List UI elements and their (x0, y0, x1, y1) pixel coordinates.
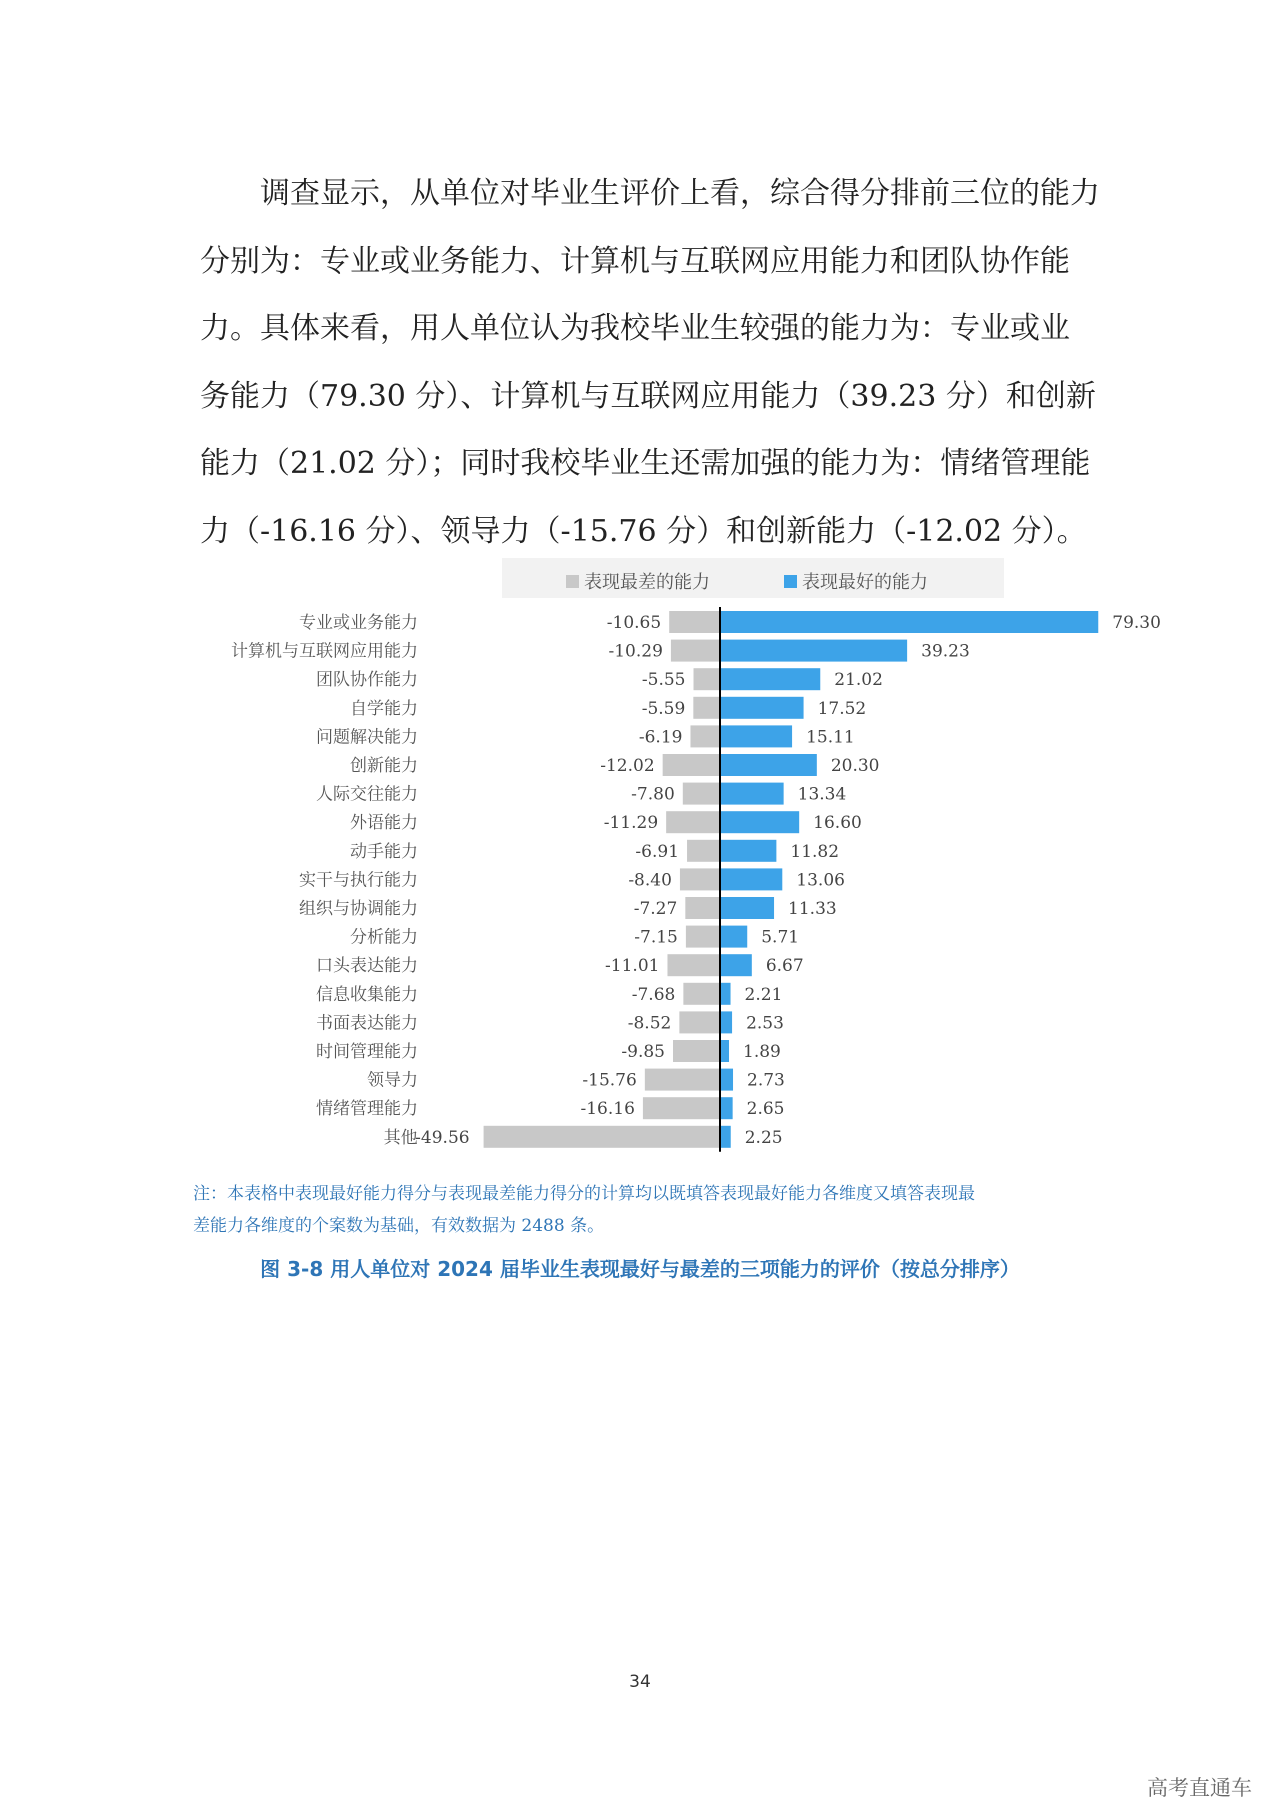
bar-worst (643, 1097, 720, 1119)
bar-worst (667, 954, 720, 976)
bar-worst (694, 668, 720, 690)
bar-best (720, 783, 784, 805)
bar-worst (484, 1126, 720, 1148)
category-label: 实干与执行能力 (299, 870, 418, 891)
chart-legend (502, 558, 1004, 598)
bar-best (720, 954, 752, 976)
category-label: 其他 (383, 1127, 418, 1148)
data-label-best: 17.52 (817, 698, 867, 719)
data-label-best: 16.60 (813, 813, 862, 834)
bar-best (720, 1011, 732, 1033)
bar-worst (690, 725, 720, 747)
bar-worst (669, 611, 720, 633)
paragraph-line: 力。具体来看，用人单位认为我校毕业生较强的能力为：专业或业 (200, 311, 1070, 346)
data-label-best: 2.65 (746, 1099, 785, 1120)
data-label-best: 2.53 (746, 1013, 784, 1034)
bar-best (720, 1097, 733, 1119)
legend-item-best (784, 568, 928, 594)
bar-worst (693, 697, 720, 719)
bar-best (720, 868, 782, 890)
paragraph-line: 分别为：专业或业务能力、计算机与互联网应用能力和团队协作能 (200, 243, 1070, 279)
legend-label-worst: 表现最差的能力 (584, 572, 710, 593)
bar-worst (683, 983, 720, 1005)
paragraph-line: 调查显示，从单位对毕业生评价上看，综合得分排前三位的能力 (200, 176, 1100, 211)
data-label-best: 6.67 (765, 956, 804, 977)
data-label-worst: -49.56 (415, 1127, 470, 1148)
legend-swatch-worst (566, 575, 579, 588)
bar-best (720, 1040, 729, 1062)
data-label-worst: -6.19 (638, 727, 683, 748)
page-number: 34 (629, 1672, 651, 1692)
data-label-best: 2.25 (744, 1127, 783, 1148)
watermark: 高考直通车 (1147, 1776, 1252, 1800)
data-label-best: 79.30 (1112, 613, 1161, 633)
data-label-worst: -8.40 (628, 870, 672, 891)
bar-best (720, 1069, 733, 1091)
bar-worst (671, 640, 720, 662)
data-label-best: 13.06 (796, 870, 845, 891)
bar-best (720, 640, 907, 662)
bar-worst (673, 1040, 720, 1062)
category-label: 分析能力 (350, 927, 418, 948)
data-label-worst: -10.65 (606, 613, 662, 633)
bar-worst (680, 868, 720, 890)
legend-item-worst (566, 568, 710, 594)
category-label: 团队协作能力 (316, 670, 418, 691)
note-line: 差能力各维度的个案数为基础，有效数据为 2488 条。 (193, 1216, 605, 1236)
bar-best (720, 754, 817, 776)
data-label-worst: -7.27 (633, 899, 678, 919)
category-label: 人际交往能力 (316, 784, 418, 805)
data-label-best: 21.02 (834, 670, 883, 691)
bar-best (720, 983, 731, 1005)
data-label-best: 39.23 (921, 641, 970, 662)
bar-best (720, 1126, 731, 1148)
bar-best (720, 811, 799, 833)
data-label-worst: -11.01 (605, 956, 660, 977)
data-label-worst: -7.68 (631, 984, 676, 1005)
bar-worst (686, 926, 720, 948)
data-label-best: 11.82 (790, 841, 840, 862)
bar-worst (687, 840, 720, 862)
data-label-best: 13.34 (797, 784, 847, 805)
data-label-worst: -10.29 (608, 641, 663, 662)
data-label-worst: -12.02 (600, 756, 655, 776)
data-label-best: 5.71 (761, 927, 800, 948)
data-label-best: 2.21 (744, 984, 783, 1005)
category-label: 口头表达能力 (316, 956, 418, 977)
category-label: 动手能力 (350, 841, 418, 862)
bar-worst (645, 1069, 720, 1091)
category-label: 问题解决能力 (316, 727, 418, 748)
figure-caption: 图 3-8 用人单位对 2024 届毕业生表现最好与最差的三项能力的评价（按总分排序） (260, 1257, 1020, 1281)
data-label-best: 2.73 (747, 1070, 785, 1091)
data-label-worst: -16.16 (580, 1099, 635, 1120)
category-label: 情绪管理能力 (316, 1099, 418, 1120)
bar-best (720, 697, 804, 719)
category-label: 计算机与互联网应用能力 (231, 641, 418, 662)
data-label-worst: -15.76 (582, 1070, 637, 1091)
category-label: 组织与协调能力 (299, 899, 418, 919)
category-label: 外语能力 (350, 813, 418, 834)
data-label-worst: -7.15 (634, 927, 678, 948)
category-label: 书面表达能力 (316, 1013, 418, 1034)
bar-worst (683, 783, 720, 805)
bar-best (720, 725, 792, 747)
data-label-best: 15.11 (806, 727, 855, 748)
data-label-worst: -11.29 (603, 813, 659, 834)
paragraph-line: 能力（21.02 分）；同时我校毕业生还需加强的能力为：情绪管理能 (200, 446, 1091, 481)
data-label-worst: -5.55 (641, 670, 686, 691)
data-label-worst: -9.85 (621, 1042, 666, 1062)
category-label: 时间管理能力 (316, 1042, 418, 1062)
bar-worst (663, 754, 720, 776)
bar-best (720, 897, 774, 919)
bar-best (720, 611, 1098, 633)
bar-best (720, 926, 747, 948)
legend-swatch-best (784, 575, 797, 588)
category-label: 自学能力 (350, 698, 418, 719)
data-label-worst: -6.91 (635, 841, 680, 862)
bar-best (720, 668, 820, 690)
chart-note (193, 1178, 1093, 1242)
bar-worst (666, 811, 720, 833)
data-label-best: 11.33 (788, 899, 837, 919)
paragraph-line: 务能力（79.30 分）、计算机与互联网应用能力（39.23 分）和创新 (200, 378, 1096, 414)
data-label-best: 1.89 (743, 1042, 781, 1062)
data-label-worst: -5.59 (641, 698, 686, 719)
bar-worst (685, 897, 720, 919)
data-label-best: 20.30 (830, 756, 880, 776)
category-label: 信息收集能力 (316, 984, 418, 1005)
data-label-worst: -7.80 (631, 784, 675, 805)
category-label: 专业或业务能力 (299, 613, 418, 633)
category-label: 领导力 (367, 1070, 418, 1091)
diverging-bar-chart (0, 600, 1280, 1160)
paragraph-line: 力（-16.16 分）、领导力（-15.76 分）和创新能力（-12.02 分）。 (200, 513, 1087, 549)
bar-best (720, 840, 776, 862)
body-paragraph (200, 160, 1100, 565)
legend-label-best: 表现最好的能力 (802, 572, 928, 593)
category-label: 创新能力 (350, 756, 418, 776)
data-label-worst: -8.52 (627, 1013, 672, 1034)
note-line: 注：本表格中表现最好能力得分与表现最差能力得分的计算均以既填答表现最好能力各维度又填答表现最 (193, 1184, 975, 1204)
bar-worst (679, 1011, 720, 1033)
